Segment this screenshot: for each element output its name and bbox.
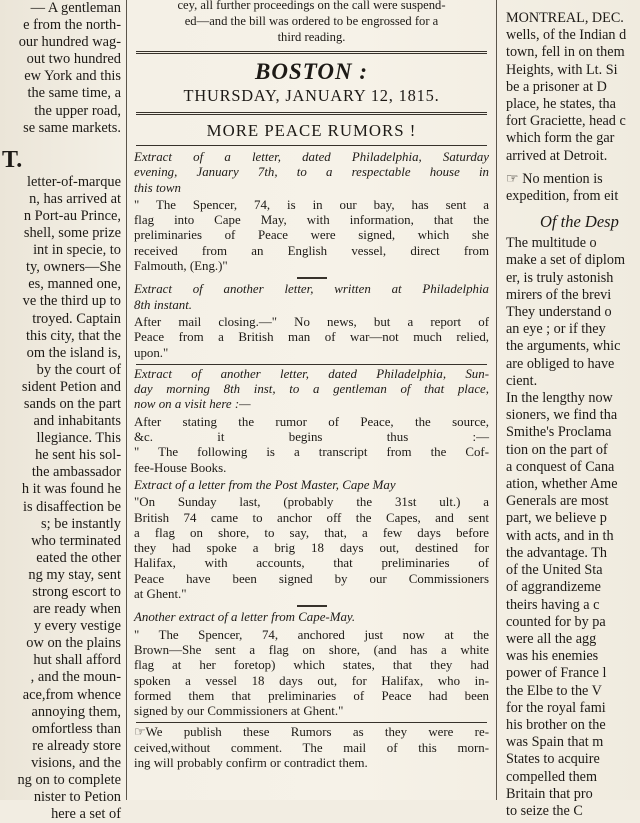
text-line: "On Sunday last, (probably the 31st ult.) a — [134, 495, 489, 510]
article-headline: MORE PEACE RUMORS ! — [206, 121, 417, 140]
text-line: omfortless than — [31, 720, 121, 737]
text-line: &c. it begins thus :— — [134, 430, 489, 445]
text-line: fort Graciette, head c — [506, 113, 626, 130]
text-line: counted for by pa — [506, 613, 606, 630]
text-line: ☞We publish these Rumors as they were re- — [134, 725, 489, 740]
text-line: eated the other — [36, 549, 121, 566]
text-line: ew York and this — [24, 68, 121, 85]
extract-body-3 — [130, 415, 493, 476]
text-line: re already store — [32, 737, 121, 754]
text-line: cey, all further proceedings on the call were suspend- — [177, 0, 446, 12]
text-line: compelled them — [506, 768, 598, 785]
text-line: Extract of another letter, dated Philadelphia, Sun- — [134, 366, 489, 381]
extract-heading-5 — [130, 610, 493, 625]
column-divider-right — [496, 0, 497, 800]
text-line: part, we believe p — [506, 510, 607, 527]
text-line: Heights, with Lt. Si — [506, 61, 618, 78]
headline-divider — [136, 145, 487, 146]
text-line: spoken a vessel 18 days out, for Halifax, who in- — [134, 673, 489, 688]
text-line: Another extract of a letter from Cape-May. — [134, 610, 356, 625]
text-line: int in specie, to — [33, 242, 121, 259]
text-line: the upper road, — [34, 102, 121, 119]
text-line: the Elbe to the V — [506, 682, 602, 699]
text-line: by the court of — [36, 361, 121, 378]
text-line: Brown—She sent a flag on shore, (and has a white — [134, 642, 489, 657]
text-line: town, fell in on them — [506, 44, 625, 61]
text-line: and inhabitants — [33, 413, 121, 430]
center-column-previous-article-end — [130, 0, 493, 45]
text-line: h it was found he — [21, 481, 121, 498]
text-line: s; be instantly — [41, 515, 121, 532]
text-line: n Port-au Prince, — [23, 207, 121, 224]
right-column-heading: Of the Desp — [540, 212, 619, 232]
extract-heading-3 — [130, 367, 493, 413]
text-line: ng my stay, sent — [28, 566, 121, 583]
text-line: tion on the part of — [506, 441, 608, 458]
text-line: se same markets. — [23, 119, 121, 136]
text-line: ow on the plains — [26, 635, 121, 652]
extract-divider — [136, 364, 487, 365]
editor-note — [130, 725, 493, 771]
text-line: they had spoke a brig 18 days out, destined for — [134, 541, 489, 556]
text-line: who terminated — [31, 532, 121, 549]
text-line: theirs having a c — [506, 596, 600, 613]
text-line: The multitude o — [506, 235, 597, 252]
text-line: ation, whether Ame — [506, 476, 618, 493]
text-line: out two hundred — [26, 51, 121, 68]
text-line: of aggrandizeme — [506, 579, 601, 596]
text-line: n, has arrived at — [29, 190, 121, 207]
text-line: place, he states, tha — [506, 96, 616, 113]
text-line: he sent his sol- — [35, 447, 121, 464]
text-line: signed by our Commissioners at Ghent." — [134, 704, 344, 719]
extract-body-2 — [130, 315, 493, 361]
text-line: arrived at Detroit. — [506, 147, 608, 164]
extract-body-1 — [130, 198, 493, 274]
text-line: er, is truly astonish — [506, 269, 614, 286]
right-column-article-text — [500, 235, 640, 820]
dateline-city: BOSTON : — [254, 59, 368, 84]
right-column-montreal-report — [500, 10, 640, 165]
text-line: shell, some prize — [23, 225, 121, 242]
text-line: flag into Cape May, with information, that the — [134, 213, 489, 228]
text-line: here a set of — [51, 806, 121, 823]
text-line: cient. — [506, 372, 538, 389]
text-line: are obliged to have — [506, 355, 615, 372]
text-line: now on a visit here :— — [134, 397, 251, 412]
center-column — [130, 0, 493, 800]
text-line: 8th instant. — [134, 297, 193, 312]
text-line: Extract of another letter, written at Philadelphia — [134, 282, 489, 297]
short-divider — [297, 605, 327, 607]
text-line: power of France l — [506, 665, 607, 682]
extract-divider — [136, 722, 487, 723]
text-line: third reading. — [277, 30, 346, 44]
text-line: ed—and the bill was ordered to be engrossed for a — [184, 14, 439, 28]
text-line: are ready when — [33, 601, 121, 618]
text-line: States to acquire — [506, 751, 600, 768]
text-line: is disaffection be — [22, 498, 121, 515]
text-line: of the United Sta — [506, 562, 603, 579]
extract-heading-2 — [130, 282, 493, 313]
text-line: om the island is, — [26, 344, 121, 361]
text-line: were all the agg — [506, 630, 597, 647]
text-line: this town — [134, 180, 181, 195]
text-line: " The following is a transcript from the Cof- — [134, 445, 489, 460]
text-line: Generals are most — [506, 493, 609, 510]
text-line: British 74 came to anchor off the Capes, and sent — [134, 510, 489, 525]
dateline-date: THURSDAY, JANUARY 12, 1815. — [183, 86, 440, 105]
text-line: sioners, we find tha — [506, 407, 618, 424]
extract-heading-1 — [130, 150, 493, 196]
text-line: sands on the part — [23, 395, 121, 412]
text-line: troyed. Captain — [32, 310, 121, 327]
text-line: upon." — [134, 345, 169, 360]
text-line: sident Petion and — [21, 378, 121, 395]
text-line: was his enemies — [506, 648, 599, 665]
text-line: letter-of-marque — [27, 173, 121, 190]
text-line: make a set of diplom — [506, 252, 625, 269]
right-column — [500, 0, 640, 819]
text-line: the advantage. Th — [506, 544, 607, 561]
text-line: ng on to complete — [17, 772, 121, 789]
text-line: hut shall afford — [33, 652, 121, 669]
text-line: Smithe's Proclama — [506, 424, 612, 441]
text-line: an eye ; or if they — [506, 321, 606, 338]
right-column-note-continued: expedition, from eit — [506, 188, 619, 205]
text-line: our hundred wag- — [18, 34, 121, 51]
text-line: " The Spencer, 74, anchored just now at the — [134, 627, 489, 642]
left-column — [0, 0, 124, 823]
text-line: for the royal fami — [506, 699, 606, 716]
left-column-section-letter: T. — [2, 146, 23, 173]
text-line: the arguments, whic — [506, 338, 621, 355]
text-line: with acts, and in th — [506, 527, 614, 544]
left-column-top-text — [0, 0, 124, 137]
dateline-divider — [136, 112, 487, 115]
text-line: Peace from a British man of war—not much relied, — [134, 330, 489, 345]
text-line: his brother on the — [506, 716, 606, 733]
extract-body-5 — [130, 628, 493, 720]
text-line: After mail closing.—" No news, but a report of — [134, 314, 489, 329]
text-line: , and the moun- — [30, 669, 121, 686]
text-line: ace,from whence — [22, 686, 121, 703]
text-line: y every vestige — [33, 618, 121, 635]
text-line: mirers of the brevi — [506, 286, 612, 303]
text-line: e from the north- — [23, 17, 121, 34]
short-divider — [297, 277, 327, 279]
text-line: nister to Petion — [33, 789, 121, 806]
text-line: They understand o — [506, 304, 612, 321]
text-line: wells, of the Indian d — [506, 27, 627, 44]
text-line: annoying them, — [31, 703, 121, 720]
text-line: In the lengthy now — [506, 390, 613, 407]
text-line: the same time, a — [27, 85, 121, 102]
text-line: After stating the rumor of Peace, the source, — [134, 414, 489, 429]
text-line: Peace have been signed by our Commissioners — [134, 571, 489, 586]
text-line: a conquest of Cana — [506, 458, 615, 475]
text-line: ty, owners—She — [26, 259, 121, 276]
text-line: at Ghent." — [134, 587, 187, 602]
text-line: to seize the C — [506, 802, 583, 819]
text-line: received from an English vessel, direct from — [134, 243, 489, 258]
text-line: Halifax, with accounts, that preliminaries of — [134, 556, 489, 571]
text-line: Britain that pro — [506, 785, 593, 802]
text-line: es, manned one, — [28, 276, 121, 293]
text-line: fee-House Books. — [134, 460, 227, 475]
text-line: " The Spencer, 74, is in our bay, has sent a — [134, 197, 489, 212]
text-line: which form the gar — [506, 130, 615, 147]
text-line: this city, that the — [26, 327, 121, 344]
text-line: MONTREAL, DEC. — [506, 10, 624, 26]
text-line: flag at her foretop) which states, that they had — [134, 658, 489, 673]
text-line: llegiance. This — [36, 430, 121, 447]
text-line: Extract of a letter from the Post Master, Cape May — [134, 477, 396, 492]
extract-heading-4 — [130, 478, 493, 493]
text-line: the ambassador — [31, 464, 121, 481]
text-line: formed them that preliminaries of Peace had been — [134, 688, 489, 703]
text-line: ceived,without comment. The mail of this morn- — [134, 740, 489, 755]
text-line: visions, and the — [31, 754, 121, 771]
right-column-note: ☞ No mention is — [506, 170, 603, 187]
extract-body-4 — [130, 495, 493, 602]
column-divider-left — [126, 0, 127, 800]
text-line: strong escort to — [32, 584, 121, 600]
section-divider — [136, 51, 487, 54]
text-line: evening, January 7th, to a respectable house in — [134, 165, 489, 180]
text-line: day morning 8th inst, to a gentleman of that place, — [134, 382, 489, 397]
text-line: was Spain that m — [506, 734, 604, 751]
text-line: a flag on shore, to say, that, a few days before — [134, 525, 489, 540]
text-line: ing will probably confirm or contradict them. — [134, 755, 368, 770]
left-column-article-text — [0, 174, 124, 823]
text-line: preliminaries of Peace were signed, which she — [134, 228, 489, 243]
text-line: be a prisoner at D — [506, 78, 607, 95]
text-line: ve the third up to — [22, 293, 121, 310]
text-line: Extract of a letter, dated Philadelphia, Saturday — [134, 150, 489, 164]
text-line: — A gentleman — [30, 0, 121, 16]
text-line: Falmouth, (Eng.)" — [134, 259, 228, 274]
